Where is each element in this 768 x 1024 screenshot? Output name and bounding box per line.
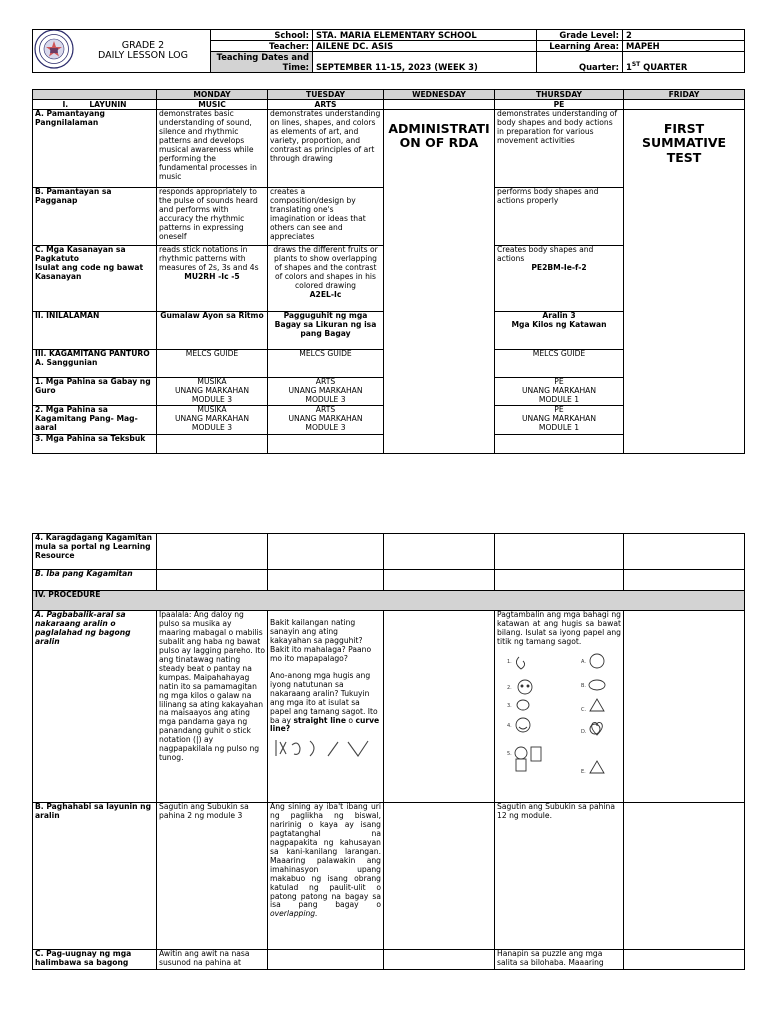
row-2-thursday-a: PE bbox=[554, 405, 564, 414]
subject-wednesday bbox=[384, 100, 495, 110]
row-1-tuesday-a: ARTS bbox=[315, 377, 336, 386]
dll-title: DAILY LESSON LOG bbox=[97, 50, 189, 61]
teacher-value: AILENE DC. ASIS bbox=[313, 41, 537, 52]
layunin-label: I. LAYUNIN bbox=[33, 100, 157, 110]
row-iii-label-1: III. KAGAMITANG PANTURO bbox=[35, 349, 150, 358]
row-ii-tuesday: Pagguguhit ng mga Bagay sa Likuran ng isa pang Bagay bbox=[268, 312, 384, 350]
row-ii-thursday bbox=[495, 312, 624, 350]
dates-label-line2: Time: bbox=[282, 62, 309, 72]
row-ii-thursday-2: Mga Kilos ng Katawan bbox=[511, 319, 607, 329]
overlapping-text: overlapping. bbox=[270, 909, 318, 919]
row-iii-label-2: A. Sanggunian bbox=[35, 357, 98, 367]
school-value: STA. MARIA ELEMENTARY SCHOOL bbox=[313, 30, 537, 41]
row-a-label: A. Pamantayang Pangnilalaman bbox=[33, 110, 157, 188]
grade-value: 2 bbox=[623, 30, 745, 41]
row-biba-monday bbox=[157, 570, 268, 591]
dates-label bbox=[211, 52, 313, 73]
proc-b-tuesday-text: Ang sining ay iba't ibang uri ng paglikha ng biswal, naririnig o kaya ay isang pagtatanghal na nagpapakita ng kahusayan sa kani-kanilang larangan. Maaaring palawakin ang imahinasyon upang makabuo ng isang obrang katulad ng paulit-ulit o patong patong na bagay sa isa pang bagay o bbox=[270, 802, 381, 910]
row-c-tuesday-text: draws the different fruits or plants to show overlapping of shapes and the contrast of colors and shapes in his colored drawing bbox=[273, 245, 378, 290]
quarter-label: Quarter: bbox=[537, 52, 623, 73]
row-1-thursday-b: UNANG MARKAHAN bbox=[521, 385, 597, 395]
area-label: Learning Area: bbox=[537, 41, 623, 52]
row-1-monday-c: MODULE 3 bbox=[191, 394, 233, 404]
row-c-label bbox=[33, 246, 157, 312]
proc-a-friday bbox=[624, 611, 745, 803]
svg-text:2.: 2. bbox=[507, 684, 512, 691]
row-1-tuesday-b: UNANG MARKAHAN bbox=[288, 385, 363, 395]
proc-b-tuesday bbox=[268, 803, 384, 950]
row-1-thursday-c: MODULE 1 bbox=[538, 394, 580, 404]
proc-c-friday bbox=[624, 950, 745, 970]
proc-a-label: A. Pagbabalik-aral sa nakaraang aralin o paglalahad ng bagong aralin bbox=[33, 611, 157, 803]
proc-c-tuesday bbox=[268, 950, 384, 970]
row-c-label-2: Isulat ang code ng bawat Kasanayan bbox=[35, 262, 144, 281]
row-ii-monday: Gumalaw Ayon sa Ritmo bbox=[157, 312, 268, 350]
row-4-tuesday bbox=[268, 534, 384, 570]
row-c-monday bbox=[157, 246, 268, 312]
header-title-cell bbox=[33, 30, 211, 73]
row-1-thursday-a: PE bbox=[554, 377, 564, 386]
proc-a-tuesday bbox=[268, 611, 384, 803]
row-c-tuesday-code: A2EL-Ic bbox=[309, 289, 342, 299]
row-4-thursday bbox=[495, 534, 624, 570]
row-biba-tuesday bbox=[268, 570, 384, 591]
row-a-monday: demonstrates basic understanding of sound, silence and rhythmic patterns and develops musical awareness while performing the fundamental processes in music bbox=[157, 110, 268, 188]
proc-a-tuesday-q2-text: Ano-anong mga hugis ang iyong natutunan sa nakaraang aralin? Tukuyin ang mga ito at isulat sa papel ang tamang sagot. Ito ba ay bbox=[270, 670, 378, 725]
proc-b-thursday: Sagutin ang Subukin sa pahina 12 ng module. bbox=[495, 803, 624, 950]
row-3-tuesday bbox=[268, 435, 384, 454]
dates-label-line1: Teaching Dates and bbox=[216, 52, 309, 62]
row-a-thursday: demonstrates understanding of body shapes and body actions in preparation for various movement activities bbox=[495, 110, 624, 188]
summative-text: FIRST SUMMATIVE TEST bbox=[641, 121, 727, 165]
subject-friday bbox=[624, 100, 745, 110]
row-biba-thursday bbox=[495, 570, 624, 591]
row-c-thursday-code: PE2BM-Ie-f-2 bbox=[531, 262, 587, 272]
day-friday: FRIDAY bbox=[624, 90, 745, 100]
row-b-tuesday: creates a composition/design by translating one's imagination or ideas that others can see and appreciates bbox=[268, 188, 384, 246]
day-monday: MONDAY bbox=[157, 90, 268, 100]
proc-a-thursday-text: Pagtambalin ang mga bahagi ng katawan at ang hugis sa bawat bilang. Isulat sa iyong papel ang titik ng tamang sagot. bbox=[497, 610, 621, 646]
subject-thursday: PE bbox=[495, 100, 624, 110]
row-2-thursday-b: UNANG MARKAHAN bbox=[521, 413, 597, 423]
svg-text:E.: E. bbox=[581, 768, 586, 775]
proc-c-monday: Awitin ang awit na nasa susunod na pahina at bbox=[157, 950, 268, 970]
question-mark: ? bbox=[285, 724, 291, 734]
row-1-monday bbox=[157, 378, 268, 406]
subject-monday: MUSIC bbox=[157, 100, 268, 110]
row-c-thursday bbox=[495, 246, 624, 312]
row-1-tuesday-c: MODULE 3 bbox=[305, 394, 346, 404]
grade-title: GRADE 2 bbox=[121, 40, 165, 51]
proc-c-wednesday bbox=[384, 950, 495, 970]
line-sketch-image bbox=[270, 736, 376, 760]
row-c-thursday-text: Creates body shapes and actions bbox=[497, 245, 594, 263]
straight-line-text: straight line bbox=[293, 715, 346, 725]
row-ii-thursday-1: Aralin 3 bbox=[542, 311, 576, 320]
proc-b-wednesday bbox=[384, 803, 495, 950]
day-tuesday: TUESDAY bbox=[268, 90, 384, 100]
row-c-tuesday bbox=[268, 246, 384, 312]
wednesday-special bbox=[384, 110, 495, 454]
proc-a-tuesday-q1: Bakit kailangan nating sanayin ang ating kakayahan sa pagguhit? Bakit ito mahalaga? Paano mo ito mapapalago? bbox=[270, 618, 372, 663]
row-c-label-1: C. Mga Kasanayan sa Pagkatuto bbox=[35, 245, 126, 263]
row-iii-monday: MELCS GUIDE bbox=[157, 350, 268, 378]
proc-b-label: B. Paghahabi sa layunin ng aralin bbox=[33, 803, 157, 950]
row-b-monday: responds appropriately to the pulse of sounds heard and performs with accuracy the rhythmic patterns in expressing oneself bbox=[157, 188, 268, 246]
row-1-monday-a: MUSIKA bbox=[197, 377, 227, 386]
row-iii-label bbox=[33, 350, 157, 378]
row-iii-tuesday: MELCS GUIDE bbox=[268, 350, 384, 378]
row-biba-friday bbox=[624, 570, 745, 591]
row-3-monday bbox=[157, 435, 268, 454]
quarter-value bbox=[623, 52, 745, 73]
row-biba-wednesday bbox=[384, 570, 495, 591]
svg-text:3.: 3. bbox=[507, 702, 512, 709]
row-4-wednesday bbox=[384, 534, 495, 570]
lesson-table-2 bbox=[32, 533, 745, 970]
row-iii-thursday: MELCS GUIDE bbox=[495, 350, 624, 378]
row-c-monday-text: reads stick notations in rhythmic patterns with measures of 2s, 3s and 4s bbox=[159, 245, 259, 272]
svg-text:B.: B. bbox=[581, 682, 587, 689]
row-ii-label: II. INILALAMAN bbox=[33, 312, 157, 350]
row-1-label: 1. Mga Pahina sa Gabay ng Guro bbox=[33, 378, 157, 406]
proc-c-thursday: Hanapin sa puzzle ang mga salita sa bilohaba. Maaaring bbox=[495, 950, 624, 970]
rda-text: ADMINISTRATION OF RDA bbox=[388, 121, 490, 151]
lesson-table-1 bbox=[32, 89, 745, 454]
row-2-tuesday-b: UNANG MARKAHAN bbox=[288, 413, 363, 423]
svg-text:A.: A. bbox=[581, 658, 586, 665]
quarter-num: 1 bbox=[626, 62, 632, 72]
proc-b-monday: Sagutin ang Subukin sa pahina 2 ng module 3 bbox=[157, 803, 268, 950]
day-thursday: THURSDAY bbox=[495, 90, 624, 100]
row-a-tuesday: demonstrates understanding on lines, shapes, and colors as elements of art, and variety, proportion, and contrast as principles of art through drawing bbox=[268, 110, 384, 188]
row-2-monday-c: MODULE 3 bbox=[191, 422, 233, 432]
svg-text:C.: C. bbox=[581, 706, 587, 713]
grade-label: Grade Level: bbox=[537, 30, 623, 41]
row-1-monday-b: UNANG MARKAHAN bbox=[174, 385, 250, 395]
row-b-label: B. Pamantayan sa Pagganap bbox=[33, 188, 157, 246]
subject-tuesday: ARTS bbox=[268, 100, 384, 110]
curve-line-text: curve line bbox=[270, 715, 380, 734]
row-4-friday bbox=[624, 534, 745, 570]
proc-a-monday: Ipaalala: Ang daloy ng pulso sa musika ay maaring mabagal o mabilis subalit ang haba ng bawat pulso ay lagging pareho. Ito ang tinatawag nating steady beat o pantay na kumpas. Maipahahayag natin ito sa pamamagitan ng mga kilos o galaw na lilinang sa ating kakayahan na maisaayos ang ating mga pandama gaya ng panandang guhit o stick notation (|) ay nagpapakilala ng pulso ng tunog. bbox=[157, 611, 268, 803]
row-b-thursday: performs body shapes and actions properly bbox=[495, 188, 624, 246]
row-3-label: 3. Mga Pahina sa Teksbuk bbox=[33, 435, 157, 454]
row-1-tuesday bbox=[268, 378, 384, 406]
row-2-tuesday-a: ARTS bbox=[315, 405, 336, 414]
row-2-label: 2. Mga Pahina sa Kagamitang Pang- Mag-aaral bbox=[33, 406, 157, 435]
corner-cell bbox=[33, 90, 157, 100]
svg-text:5.: 5. bbox=[507, 750, 512, 757]
day-wednesday: WEDNESDAY bbox=[384, 90, 495, 100]
procedure-header: IV. PROCEDURE bbox=[33, 591, 745, 611]
row-c-monday-code: MU2RH -Ic -5 bbox=[184, 271, 240, 281]
quarter-rest: QUARTER bbox=[640, 62, 688, 72]
quarter-sup: ST bbox=[631, 61, 641, 69]
row-3-thursday bbox=[495, 435, 624, 454]
svg-text:D.: D. bbox=[581, 728, 587, 735]
row-2-monday-a: MUSIKA bbox=[197, 405, 227, 414]
svg-text:1.: 1. bbox=[507, 658, 512, 665]
row-2-tuesday bbox=[268, 406, 384, 435]
row-2-thursday bbox=[495, 406, 624, 435]
row-4-monday bbox=[157, 534, 268, 570]
teacher-label: Teacher: bbox=[211, 41, 313, 52]
proc-a-thursday bbox=[495, 611, 624, 803]
area-value: MAPEH bbox=[623, 41, 745, 52]
proc-a-tuesday-q2 bbox=[270, 672, 381, 735]
row-4-label: 4. Karagdagang Kagamitan mula sa portal ng Learning Resource bbox=[33, 534, 157, 570]
row-2-tuesday-c: MODULE 3 bbox=[305, 422, 346, 432]
body-shapes-matching-image bbox=[497, 649, 617, 781]
row-2-thursday-c: MODULE 1 bbox=[538, 422, 580, 432]
row-1-thursday bbox=[495, 378, 624, 406]
dates-value: SEPTEMBER 11-15, 2023 (WEEK 3) bbox=[313, 52, 537, 73]
or-text: o bbox=[345, 715, 356, 725]
row-2-monday bbox=[157, 406, 268, 435]
proc-b-friday bbox=[624, 803, 745, 950]
row-biba-label: B. Iba pang Kagamitan bbox=[33, 570, 157, 591]
proc-c-label: C. Pag-uugnay ng mga halimbawa sa bagong bbox=[33, 950, 157, 970]
row-2-monday-b: UNANG MARKAHAN bbox=[174, 413, 250, 423]
svg-text:4.: 4. bbox=[507, 722, 512, 729]
header-table bbox=[32, 29, 745, 73]
friday-special bbox=[624, 110, 745, 454]
proc-a-wednesday bbox=[384, 611, 495, 803]
school-label: School: bbox=[211, 30, 313, 41]
